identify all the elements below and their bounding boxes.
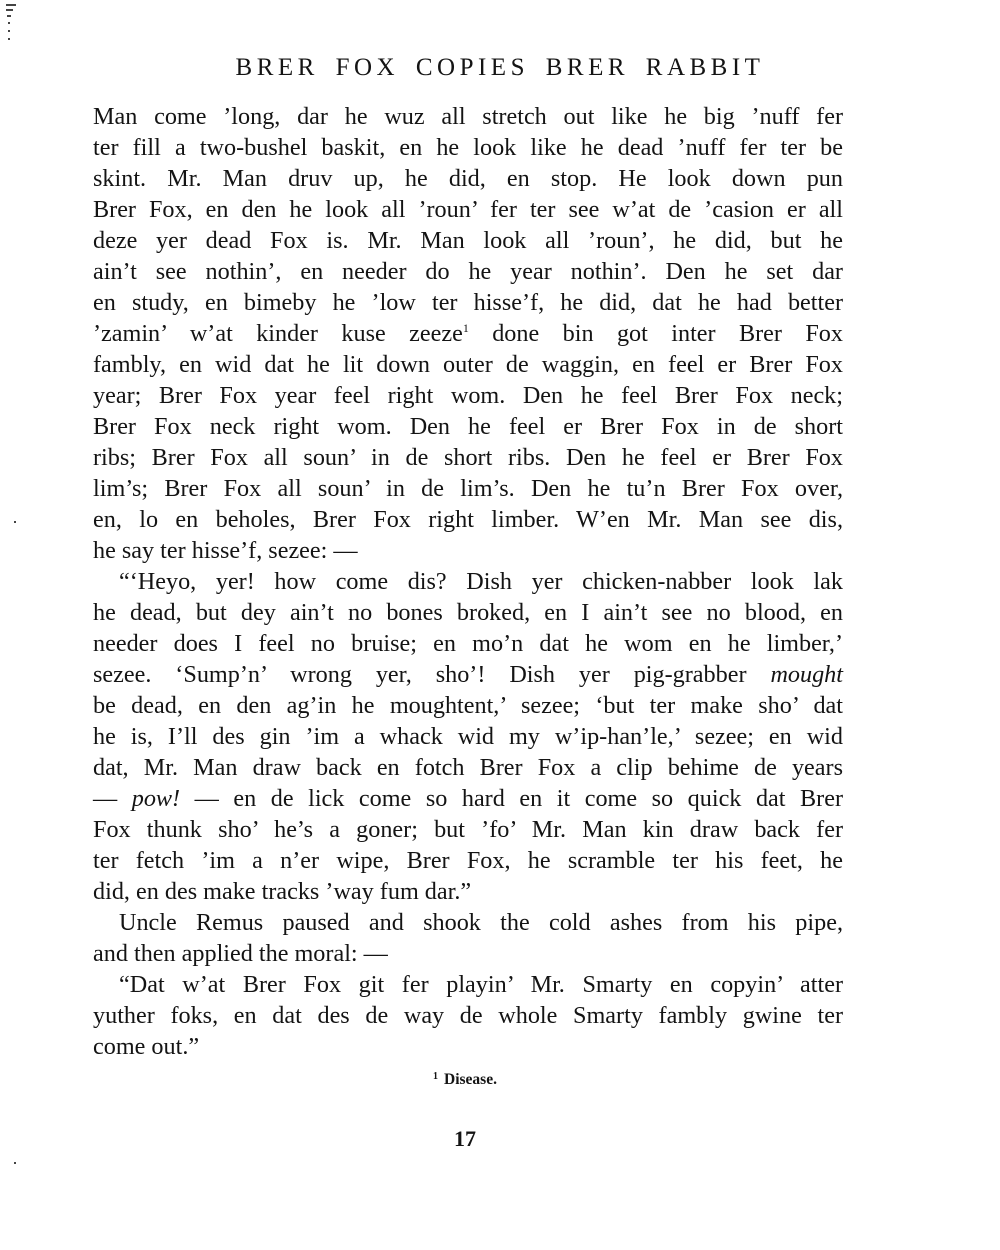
footnote-text: Disease.	[444, 1071, 497, 1088]
text-line: ter fill a two-bushel baskit, en he look like he dead ’nuff fer ter be	[93, 134, 843, 161]
scan-artifact	[8, 30, 10, 32]
text-line: lim’s; Brer Fox all soun’ in de lim’s. Den he tu’n Brer Fox over,	[93, 475, 843, 502]
paragraph	[93, 969, 843, 1062]
text-segment: sezee. ‘Sump’n’ wrong yer, sho’! Dish yer pig-grabber	[93, 661, 771, 688]
text-line: “Dat w’at Brer Fox git fer playin’ Mr. Smarty en copyin’ atter	[119, 971, 843, 998]
text-line: Man come ’long, dar he wuz all stretch out like he big ’nuff fer	[93, 103, 843, 130]
text-line: Brer Fox neck right wom. Den he feel er Brer Fox in de short	[93, 413, 843, 440]
text-segment: —	[93, 785, 132, 812]
footnote-mark: 1	[433, 1071, 439, 1082]
text-line	[93, 783, 843, 814]
scan-artifact	[7, 15, 11, 17]
text-line: did, en des make tracks ’way fum dar.”	[93, 878, 472, 905]
paragraph	[93, 101, 843, 566]
text-line: skint. Mr. Man druv up, he did, en stop. He look down pun	[93, 165, 843, 192]
text-segment: ’zamin’ w’at kinder kuse zeeze	[93, 320, 463, 347]
paragraph	[93, 907, 843, 969]
running-head: BRER FOX COPIES BRER RABBIT	[235, 54, 765, 81]
text-line: Fox thunk sho’ he’s a goner; but ’fo’ Mr. Man kin draw back fer	[93, 816, 843, 843]
scan-artifact	[6, 9, 13, 11]
text-segment: done bin got inter Brer Fox	[468, 320, 843, 347]
text-line: en, lo en beholes, Brer Fox right limber. W’en Mr. Man see dis,	[93, 506, 843, 533]
footnote	[0, 1066, 930, 1091]
scan-artifact	[8, 22, 10, 24]
scan-artifact	[14, 1162, 16, 1164]
text-line	[93, 318, 843, 349]
text-line: “‘Heyo, yer! how come dis? Dish yer chicken-nabber look lak	[119, 568, 843, 595]
text-line: ribs; Brer Fox all soun’ in de short ribs. Den he feel er Brer Fox	[93, 444, 843, 471]
text-line: come out.”	[93, 1033, 200, 1060]
text-line: ter fetch ’im a n’er wipe, Brer Fox, he scramble ter his feet, he	[93, 847, 843, 874]
paragraph	[93, 566, 843, 907]
text-line: he is, I’ll des gin ’im a whack wid my w’ip-han’le,’ sezee; en wid	[93, 723, 843, 750]
text-line: needer does I feel no bruise; en mo’n dat he wom en he limber,’	[93, 630, 843, 657]
text-line: Uncle Remus paused and shook the cold ashes from his pipe,	[119, 909, 843, 936]
text-line: deze yer dead Fox is. Mr. Man look all ’roun’, he did, but he	[93, 227, 843, 254]
text-line: en study, en bimeby he ’low ter hisse’f, he did, dat he had better	[93, 289, 843, 316]
scan-artifact	[8, 38, 10, 40]
italic-word: pow!	[131, 785, 181, 812]
text-line: year; Brer Fox year feel right wom. Den he feel Brer Fox neck;	[93, 382, 843, 409]
italic-word: mought	[770, 661, 843, 688]
text-line: fambly, en wid dat he lit down outer de waggin, en feel er Brer Fox	[93, 351, 843, 378]
text-line: and then applied the moral: —	[93, 940, 388, 967]
page-number: 17	[454, 1126, 476, 1151]
text-line: he dead, but dey ain’t no bones broked, en I ain’t see no blood, en	[93, 599, 843, 626]
text-segment: — en de lick come so hard en it come so quick dat Brer	[180, 785, 844, 812]
text-line: dat, Mr. Man draw back en fotch Brer Fox a clip behime de years	[93, 754, 843, 781]
scan-artifact	[6, 4, 16, 6]
text-line: be dead, en den ag’in he moughtent,’ sezee; ‘but ter make sho’ dat	[93, 692, 843, 719]
body-text	[93, 101, 843, 1062]
footnote-reference: 1	[462, 321, 469, 335]
scan-artifact	[14, 521, 16, 523]
text-line: he say ter hisse’f, sezee: —	[93, 537, 358, 564]
text-line: Brer Fox, en den he look all ’roun’ fer ter see w’at de ’casion er all	[93, 196, 843, 223]
text-line	[93, 659, 843, 690]
text-line: yuther foks, en dat des de way de whole Smarty fambly gwine ter	[93, 1002, 843, 1029]
text-line: ain’t see nothin’, en needer do he year nothin’. Den he set dar	[93, 258, 843, 285]
